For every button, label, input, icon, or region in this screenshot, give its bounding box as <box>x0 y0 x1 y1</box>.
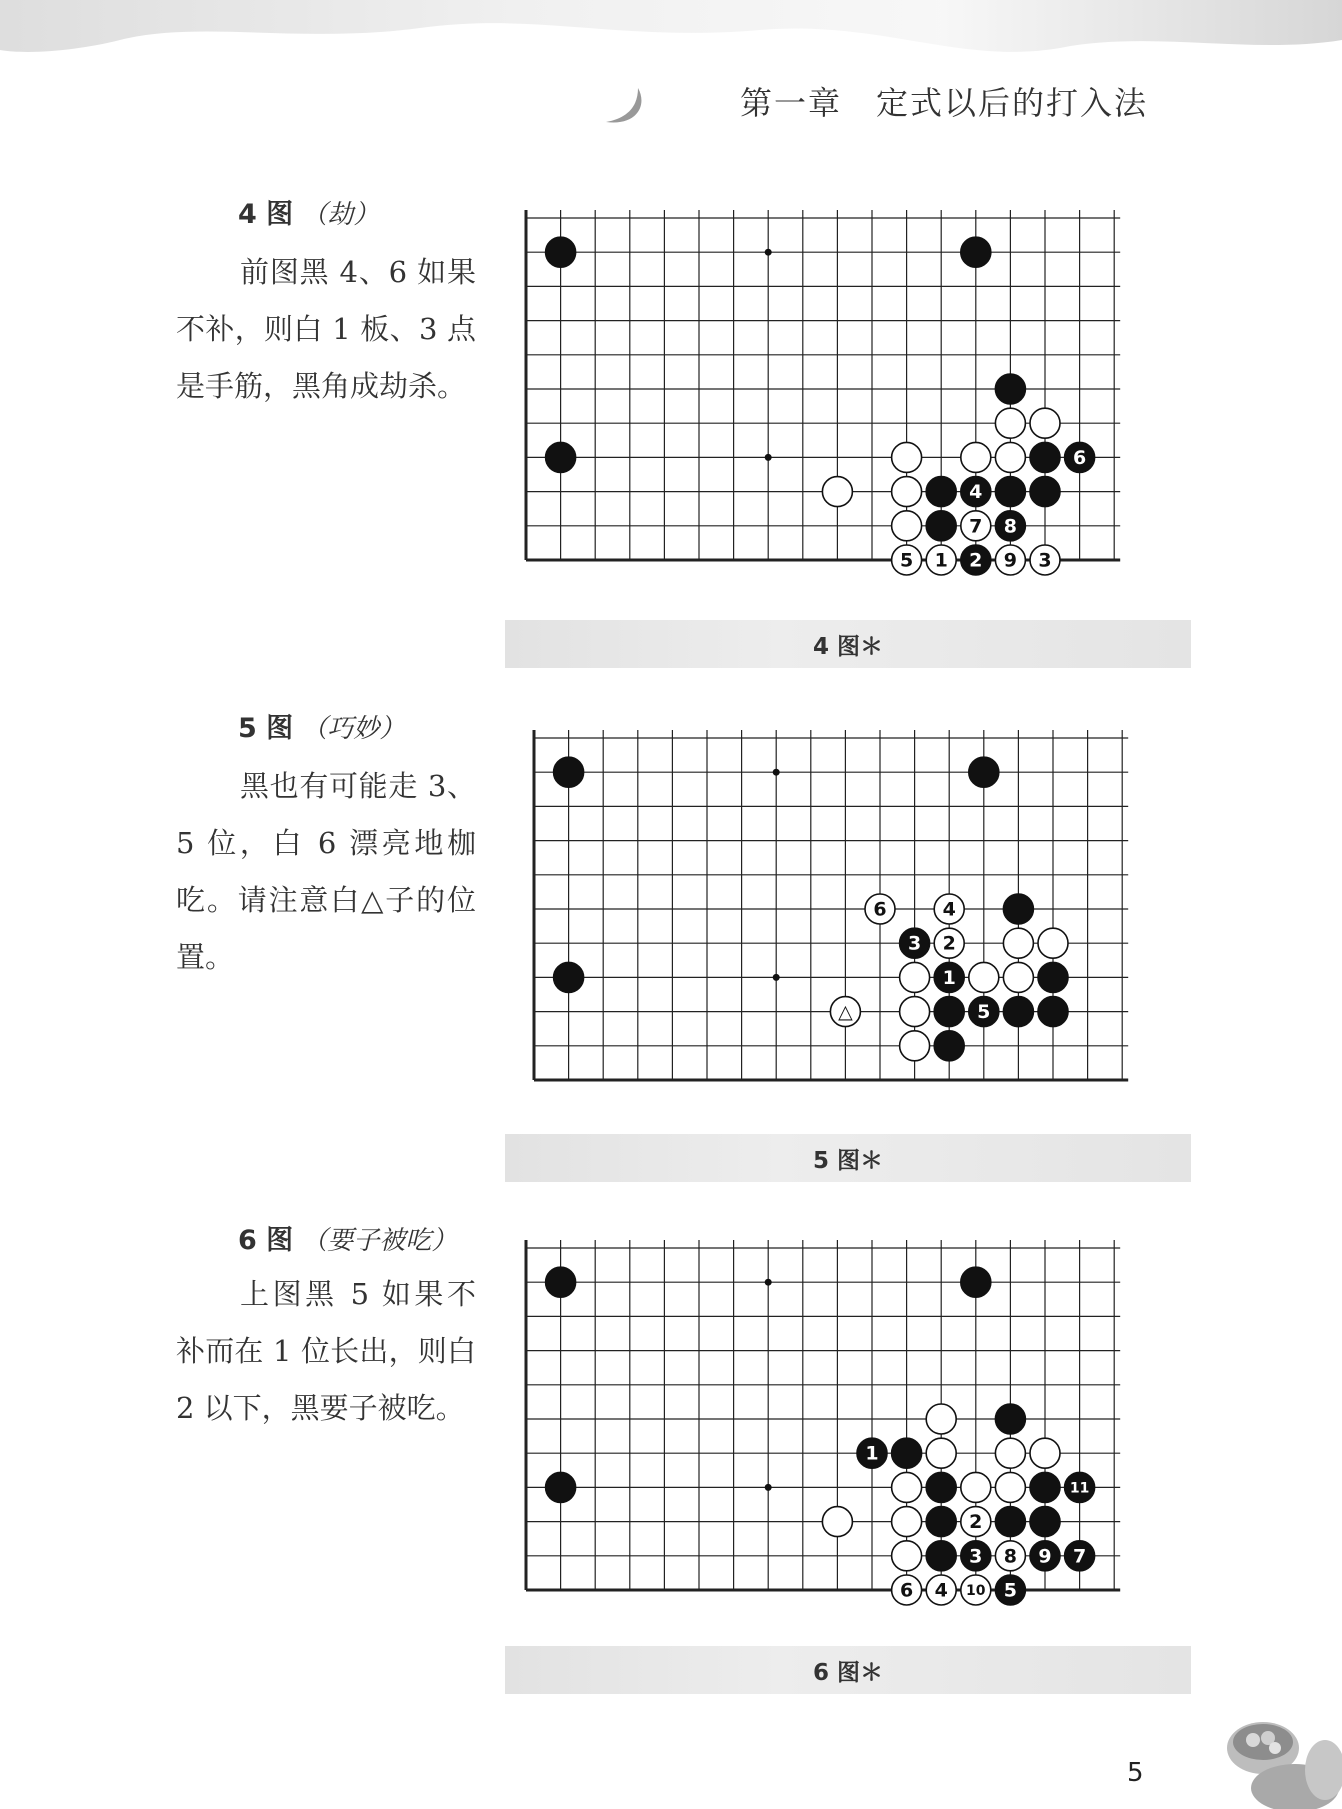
fig6-caption: 6 图＊ <box>812 1660 883 1686</box>
fig5-text: 黑也有可能走 3、5 位，白 6 漂亮地枷吃。请注意白△子的位置。 <box>176 769 476 974</box>
go-stone-black <box>1030 1541 1060 1571</box>
go-bowl-decoration <box>1205 1710 1342 1809</box>
stone-move-label: 4 <box>969 481 983 504</box>
go-stone-white <box>995 1472 1025 1502</box>
go-stone-black <box>1003 997 1033 1027</box>
go-stone-white <box>892 511 922 541</box>
stone-move-label: 7 <box>1072 1545 1087 1568</box>
fig4-go-board <box>516 210 1176 605</box>
go-stone-white <box>1003 962 1033 992</box>
go-stone-white <box>926 1438 956 1468</box>
go-stone-black <box>926 1507 956 1537</box>
fig4-description <box>176 244 476 415</box>
star-point <box>765 1279 772 1286</box>
stone-move-label: 9 <box>1038 1545 1052 1568</box>
stone-move-label: 10 <box>966 1583 986 1599</box>
go-stone-white <box>995 408 1025 438</box>
fig5-go-board <box>524 730 1184 1125</box>
go-stone-white <box>900 997 930 1027</box>
go-stone-black <box>1065 1541 1095 1571</box>
go-stone-white <box>995 442 1025 472</box>
star-point <box>773 974 780 981</box>
fig5-description <box>176 758 476 986</box>
go-stone-black <box>1038 962 1068 992</box>
stone-move-label: 9 <box>1003 549 1018 572</box>
star-point <box>765 249 772 256</box>
go-stone-white <box>892 1541 922 1571</box>
go-stone-black <box>961 1541 991 1571</box>
fig5-subtitle: （巧妙） <box>301 714 406 744</box>
fig4-number: 4 图 <box>238 199 294 230</box>
fig4-caption: 4 图＊ <box>812 634 883 660</box>
fig6-description <box>176 1266 476 1437</box>
go-stone-black <box>546 442 576 472</box>
star-point <box>765 454 772 461</box>
fig5-caption: 5 图＊ <box>812 1148 883 1174</box>
go-stone-white <box>926 1404 956 1434</box>
go-stone-black <box>995 1507 1025 1537</box>
stone-move-label: 8 <box>1003 515 1018 538</box>
go-stone-black <box>554 757 584 787</box>
stone-move-label: 2 <box>942 932 956 955</box>
go-stone-black <box>926 1541 956 1571</box>
go-stone-white <box>822 1507 852 1537</box>
stone-move-label: 3 <box>1038 549 1052 572</box>
go-stone-white <box>1003 928 1033 958</box>
go-stone-black <box>961 237 991 267</box>
stone-move-label: 6 <box>899 1579 914 1602</box>
fig4-subtitle: （劫） <box>301 200 380 230</box>
fig5-title <box>238 706 405 745</box>
go-stone-white <box>961 1472 991 1502</box>
go-stone-white <box>1038 928 1068 958</box>
go-stone-black <box>1030 1472 1060 1502</box>
go-stone-black <box>926 511 956 541</box>
go-stone-white <box>934 894 964 924</box>
go-stone-black <box>1030 1507 1060 1537</box>
fig6-text: 上图黑 5 如果不补而在 1 位长出，则白 2 以下，黑要子被吃。 <box>176 1277 476 1425</box>
go-stone-black <box>1003 894 1033 924</box>
moon-icon <box>600 84 650 128</box>
fig5-number: 5 图 <box>238 713 294 744</box>
stone-move-label: 8 <box>1003 1545 1018 1568</box>
fig6-go-board <box>516 1240 1176 1635</box>
go-stone-white <box>892 1575 922 1605</box>
stone-move-label: 3 <box>907 932 922 955</box>
go-stone-black <box>961 545 991 575</box>
go-stone-white <box>961 442 991 472</box>
stone-move-label: 11 <box>1069 1480 1090 1497</box>
stone-move-label: 3 <box>969 1545 983 1568</box>
stone-move-label: 2 <box>969 1511 983 1534</box>
go-stone-white <box>892 1507 922 1537</box>
go-stone-black <box>934 1031 964 1061</box>
stone-move-label: 5 <box>977 1001 991 1024</box>
fig4-text: 前图黑 4、6 如果不补，则白 1 板、3 点是手筋，黑角成劫杀。 <box>176 255 476 403</box>
go-stone-black <box>969 757 999 787</box>
go-stone-white <box>900 962 930 992</box>
go-stone-white <box>892 442 922 472</box>
go-stone-white <box>892 477 922 507</box>
go-stone-black <box>546 237 576 267</box>
stone-move-label: 4 <box>934 1579 948 1602</box>
fig6-title <box>238 1218 457 1257</box>
star-point <box>765 1484 772 1491</box>
fig4-caption-band <box>505 620 1191 668</box>
go-stone-white <box>900 1031 930 1061</box>
go-stone-white <box>926 545 956 575</box>
go-stone-black <box>926 477 956 507</box>
stone-move-label: 5 <box>899 549 914 572</box>
go-stone-black <box>554 962 584 992</box>
fig6-number: 6 图 <box>238 1225 294 1256</box>
go-stone-black <box>995 374 1025 404</box>
stone-move-label: 1 <box>865 1442 879 1465</box>
stone-move-label: 2 <box>969 549 983 572</box>
go-stone-white <box>995 545 1025 575</box>
go-stone-white <box>830 997 860 1027</box>
go-stone-white <box>822 477 852 507</box>
go-stone-black <box>1030 442 1060 472</box>
fig6-subtitle: （要子被吃） <box>301 1226 458 1256</box>
go-stone-black <box>961 477 991 507</box>
fig4-title <box>238 192 379 231</box>
fig6-caption-band <box>505 1646 1191 1694</box>
go-stone-white <box>892 545 922 575</box>
go-stone-black <box>1038 997 1068 1027</box>
go-stone-black <box>961 1267 991 1297</box>
stone-move-label: 1 <box>942 966 956 989</box>
fig5-caption-band <box>505 1134 1191 1182</box>
stone-move-label: 6 <box>1072 446 1087 469</box>
go-stone-black <box>900 928 930 958</box>
stone-move-label: 5 <box>1003 1579 1018 1602</box>
chapter-title: 第一章 定式以后的打入法 <box>740 84 1149 122</box>
stone-move-label: 1 <box>934 549 948 572</box>
go-stone-black <box>546 1472 576 1502</box>
stone-move-label: △ <box>838 1001 853 1024</box>
go-stone-white <box>995 1438 1025 1468</box>
go-stone-black <box>969 997 999 1027</box>
go-stone-black <box>934 962 964 992</box>
go-stone-white <box>934 928 964 958</box>
go-stone-white <box>892 1472 922 1502</box>
go-stone-white <box>961 511 991 541</box>
stone-move-label: 7 <box>969 515 983 538</box>
go-stone-black <box>892 1438 922 1468</box>
go-stone-white <box>926 1575 956 1605</box>
go-stone-white <box>995 1541 1025 1571</box>
go-stone-white <box>1030 1438 1060 1468</box>
go-stone-white <box>865 894 895 924</box>
go-stone-black <box>995 1575 1025 1605</box>
go-stone-white <box>1030 408 1060 438</box>
go-stone-black <box>857 1438 887 1468</box>
stone-move-label: 4 <box>942 898 956 921</box>
stone-move-label: 6 <box>873 898 887 921</box>
go-stone-black <box>1065 1472 1095 1502</box>
go-stone-black <box>926 1472 956 1502</box>
page-number: 5 <box>1127 1758 1144 1788</box>
go-stone-white <box>1030 545 1060 575</box>
go-stone-black <box>934 997 964 1027</box>
star-point <box>773 769 780 776</box>
go-stone-black <box>546 1267 576 1297</box>
go-stone-black <box>1065 442 1095 472</box>
go-stone-black <box>995 477 1025 507</box>
go-stone-black <box>995 1404 1025 1434</box>
go-stone-black <box>995 511 1025 541</box>
go-stone-white <box>961 1507 991 1537</box>
header-decoration <box>0 0 1342 90</box>
go-stone-white <box>969 962 999 992</box>
go-stone-white <box>961 1575 991 1605</box>
go-stone-black <box>1030 477 1060 507</box>
